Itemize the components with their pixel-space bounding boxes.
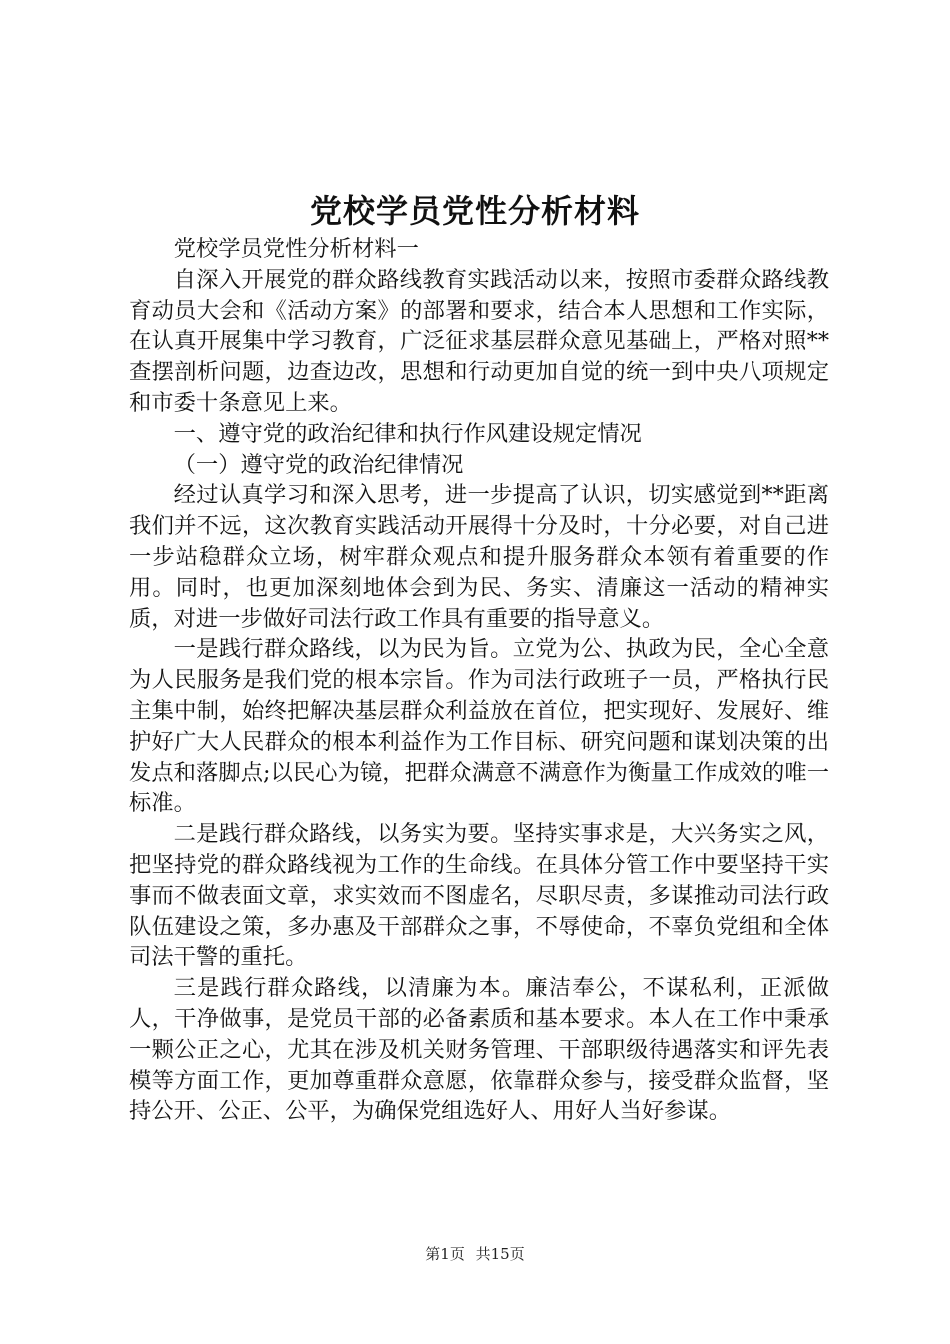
page-total: 共15页 (475, 1245, 525, 1263)
page-number: 第1页 (425, 1245, 465, 1263)
paragraph: 经过认真学习和深入思考，进一步提高了认识，切实感觉到**距离我们并不远，这次教育实践活动开展得十分及时，十分必要，对自己进一步站稳群众立场，树牢群众观点和提升服务群众本领有着重要的作用。同时，也更加深刻地体会到为民、务实、清廉这一活动的精神实质，对进一步做好司法行政工作具有重要的指导意义。 (129, 482, 829, 632)
section-heading: 一、遵守党的政治纪律和执行作风建设规定情况 (173, 420, 642, 447)
document-body (129, 234, 829, 1127)
paragraph-intro: 自深入开展党的群众路线教育实践活动以来，按照市委群众路线教育动员大会和《活动方案》的部署和要求，结合本人思想和工作实际，在认真开展集中学习教育，广泛征求基层群众意见基础上，严格对照**查摆剖析问题，边查边改，思想和行动更加自觉的统一到中央八项规定和市委十条意见上来。 (129, 266, 829, 416)
paragraph: 三是践行群众路线，以清廉为本。廉洁奉公，不谋私利，正派做人，干净做事，是党员干部的必备素质和基本要求。本人在工作中秉承一颗公正之心，尤其在涉及机关财务管理、干部职级待遇落实和评先表模等方面工作，更加尊重群众意愿，依靠群众参与，接受群众监督，坚持公开、公正、公平，为确保党组选好人、用好人当好参谋。 (129, 975, 829, 1125)
paragraph: 二是践行群众路线，以务实为要。坚持实事求是，大兴务实之风，把坚持党的群众路线视为工作的生命线。在具体分管工作中要坚持干实事而不做表面文章，求实效而不图虚名，尽职尽责，多谋推动司法行政队伍建设之策，多办惠及干部群众之事，不辱使命，不辜负党组和全体司法干警的重托。 (129, 821, 829, 971)
subsection-heading: （一）遵守党的政治纪律情况 (173, 451, 464, 478)
document-title: 党校学员党性分析材料 (309, 192, 640, 230)
page-footer (0, 1243, 950, 1264)
paragraph-subtitle: 党校学员党性分析材料一 (173, 236, 419, 262)
paragraph: 一是践行群众路线，以为民为旨。立党为公、执政为民，全心全意为人民服务是我们党的根本宗旨。作为司法行政班子一员，严格执行民主集中制，始终把解决基层群众利益放在首位，把实现好、发展好、维护好广大人民群众的根本利益作为工作目标、研究问题和谋划决策的出发点和落脚点;以民心为镜，把群众满意不满意作为衡量工作成效的唯一标准。 (129, 636, 829, 817)
